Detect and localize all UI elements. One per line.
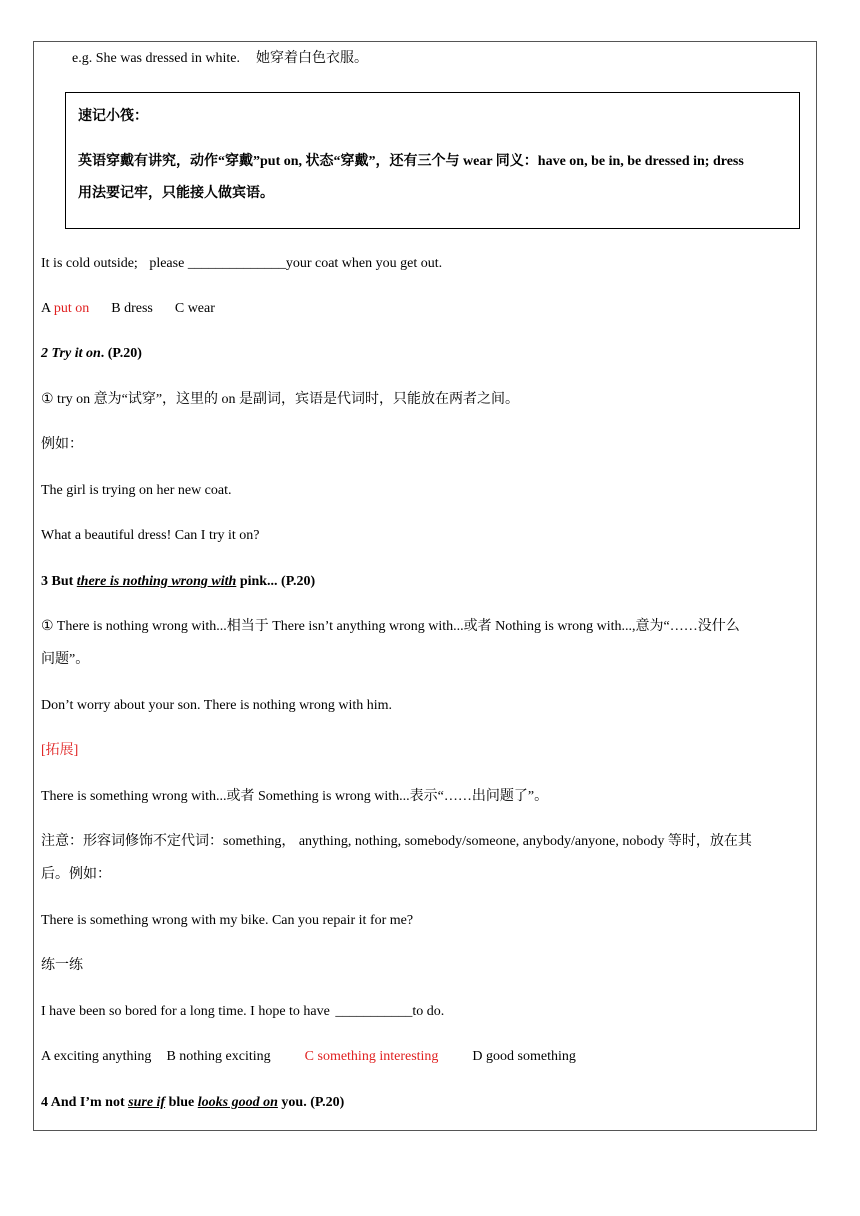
q1-option-a-answer: put on [53, 301, 90, 316]
practice-option-b: B nothing exciting [166, 1049, 271, 1064]
question-1-options [41, 300, 215, 318]
section-3-point-line-2: 问题”。 [41, 652, 90, 667]
q1-stem-part-b: please [149, 256, 185, 271]
question-1-stem [41, 255, 442, 273]
q1-option-b: B dress [111, 301, 153, 316]
example-sentence [72, 50, 368, 68]
memo-line-2: 用法要记牢，只能接人做宾语。 [78, 186, 274, 201]
section-3-heading-phrase: there is nothing wrong with [76, 574, 237, 589]
q1-option-a-letter: A [41, 301, 51, 316]
practice-question-stem [41, 1003, 444, 1021]
section-3-attention-line-1: 注意：形容词修饰不定代词：something， anything, nothing, somebody/someone, anybody/anyone, nobody 等时，放在其 [41, 834, 752, 849]
q1-stem-part-c: your coat when you get out. [285, 256, 443, 271]
example-en: e.g. She was dressed in white. [72, 51, 240, 66]
section-4-heading-a: 4 And I’m not [41, 1095, 129, 1110]
section-3-example-2: There is something wrong with my bike. Can you repair it for me? [41, 913, 414, 928]
section-2-point: ① try on 意为“试穿”，这里的 on 是副词，宾语是代词时，只能放在两者之间。 [41, 392, 520, 407]
practice-option-d: D good something [472, 1049, 576, 1064]
memo-note-box [65, 92, 800, 229]
memo-line-1: 英语穿戴有讲究，动作“穿戴”put on, 状态“穿戴”，还有三个与 wear 同义：have on, be in, be dressed in; dress [78, 154, 744, 169]
section-2-heading-ref: . (P.20) [100, 346, 142, 361]
section-3-heading-a: 3 But [41, 574, 77, 589]
section-3-example: Don’t worry about your son. There is nothing wrong with him. [41, 698, 393, 713]
section-2-example-1: The girl is trying on her new coat. [41, 483, 232, 498]
q1-stem-part-a: It is cold outside; [41, 256, 138, 271]
section-4-phrase-2: looks good on [197, 1095, 278, 1110]
section-4-phrase-1: sure if [128, 1095, 166, 1110]
practice-option-a: A exciting anything [41, 1049, 152, 1064]
practice-options [41, 1048, 576, 1066]
practice-label: 练一练 [41, 958, 83, 973]
section-3-point-line-1: ① There is nothing wrong with...相当于 There isn’t anything wrong with...或者 Nothing is wrong with...,意为“……没什么 [41, 619, 740, 634]
practice-stem: I have been so bored for a long time. I hope to have [41, 1004, 330, 1019]
section-4-heading-b: blue [165, 1095, 198, 1110]
section-3-heading [41, 573, 315, 591]
section-3-extension-label: [拓展] [41, 743, 79, 758]
section-2-eg-label: 例如： [41, 437, 83, 452]
section-2-example-2: What a beautiful dress! Can I try it on? [41, 528, 260, 543]
q1-option-c: C wear [174, 301, 215, 316]
practice-option-c-answer: C something interesting [304, 1049, 439, 1064]
example-zh: 她穿着白色衣服。 [255, 51, 368, 66]
section-3-attention-line-2: 后。例如： [41, 867, 111, 882]
memo-title: 速记小筏： [78, 109, 148, 124]
q1-blank: ______________ [187, 256, 286, 271]
section-4-heading [41, 1094, 344, 1112]
section-3-extension: There is something wrong with...或者 Something is wrong with...表示“……出问题了”。 [41, 789, 549, 804]
section-2-heading [41, 345, 142, 363]
practice-blank: ___________ [335, 1004, 413, 1019]
section-3-heading-b: pink... (P.20) [236, 574, 316, 589]
section-2-heading-italic: 2 Try it on [41, 346, 101, 361]
section-4-heading-c: you. (P.20) [277, 1095, 345, 1110]
practice-tail: to do. [412, 1004, 445, 1019]
